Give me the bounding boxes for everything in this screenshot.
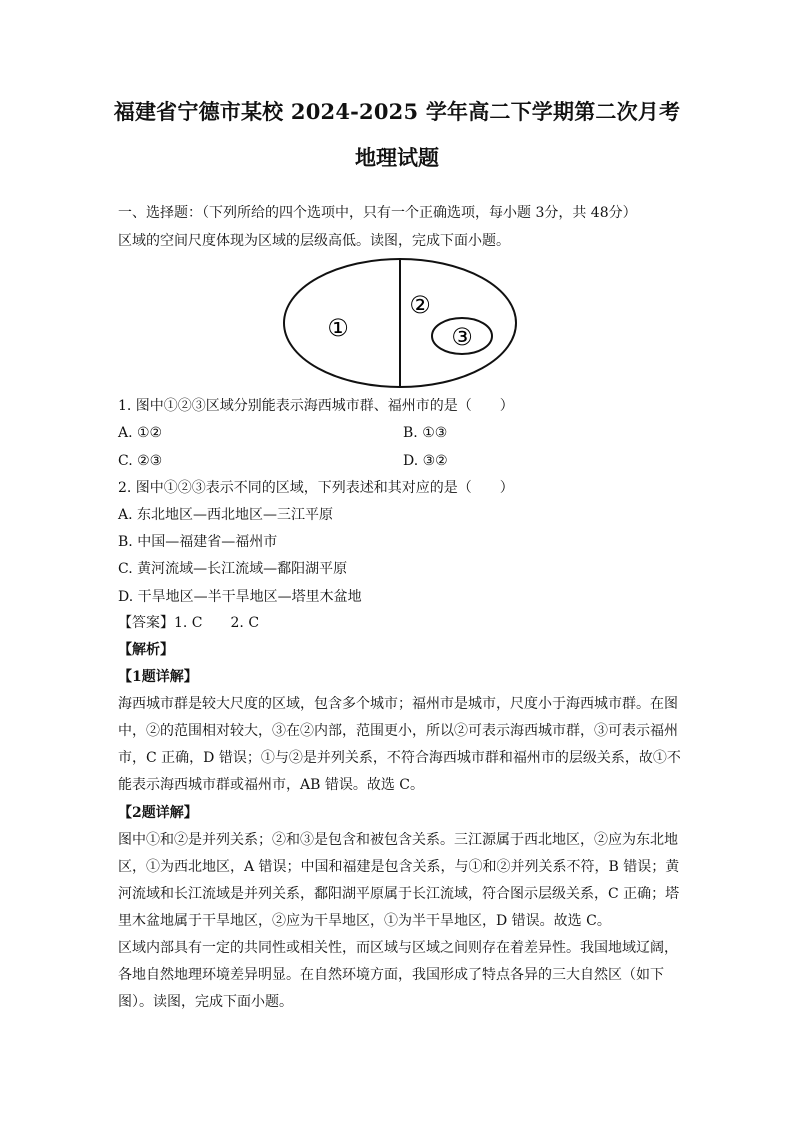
- q2-detail-line: 图中①和②是并列关系；②和③是包含和被包含关系。三江源属于西北地区，②应为东北地: [118, 832, 678, 848]
- question-1-stem: 1. 图中①②③区域分别能表示海西城市群、福州市的是（ ）: [118, 398, 514, 414]
- q1-detail-line: 能表示海西城市群或福州市，AB 错误。故选 C。: [118, 777, 425, 793]
- question-1-option-b: B. ①③: [403, 425, 448, 441]
- next-intro-line: 各地自然地理环境差异明显。在自然环境方面，我国形成了特点各异的三大自然区（如下: [118, 967, 664, 983]
- next-intro-line: 图）。读图，完成下面小题。: [118, 994, 293, 1010]
- exam-title: 福建省宁德市某校 2024-2025 学年高二下学期第二次月考: [113, 99, 681, 124]
- q1-detail-line: 海西城市群是较大尺度的区域，包含多个城市；福州市是城市，尺度小于海西城市群。在图: [118, 696, 678, 712]
- question-1-option-a: A. ①②: [118, 425, 163, 441]
- question-1-option-c: C. ②③: [118, 453, 163, 469]
- q2-detail-heading: 【2题详解】: [118, 805, 198, 821]
- question-2-option-c: C. 黄河流域—长江流域—鄱阳湖平原: [118, 561, 348, 577]
- q1-detail-heading: 【1题详解】: [118, 669, 198, 685]
- q2-detail-line: 里木盆地属于干旱地区，②应为干旱地区，①为半干旱地区，D 错误。故选 C。: [118, 913, 611, 929]
- region-3-label: ③: [451, 323, 473, 351]
- exam-subject-title: 地理试题: [355, 145, 439, 170]
- q1-detail-line: 市，C 正确，D 错误；①与②是并列关系，不符合海西城市群和福州市的层级关系，故①不: [118, 750, 681, 766]
- answer-line: 【答案】1. C 2. C: [118, 615, 260, 631]
- question-1-option-d: D. ③②: [403, 453, 448, 469]
- q1-detail-line: 中，②的范围相对较大，③在②内部，范围更小，所以②可表示海西城市群，③可表示福州: [118, 723, 678, 739]
- region-2-label: ②: [409, 291, 431, 319]
- question-2-option-b: B. 中国—福建省—福州市: [118, 534, 278, 550]
- analysis-label: 【解析】: [118, 642, 174, 658]
- section-intro: 区域的空间尺度体现为区域的层级高低。读图，完成下面小题。: [118, 233, 510, 249]
- question-2-option-d: D. 干旱地区—半干旱地区—塔里木盆地: [118, 589, 362, 605]
- next-intro-line: 区域内部具有一定的共同性或相关性，而区域与区域之间则存在着差异性。我国地域辽阔，: [118, 940, 678, 956]
- region-hierarchy-diagram: [282, 256, 518, 390]
- section-heading: 一、选择题：（下列所给的四个选项中，只有一个正确选项，每小题 3分，共 48分）: [118, 205, 637, 221]
- q2-detail-line: 区，①为西北地区，A 错误；中国和福建是包含关系，与①和②并列关系不符，B 错误；黄: [118, 859, 680, 875]
- question-2-stem: 2. 图中①②③表示不同的区域，下列表述和其对应的是（ ）: [118, 480, 514, 496]
- q2-detail-line: 河流域和长江流域是并列关系，鄱阳湖平原属于长江流域，符合图示层级关系，C 正确；塔: [118, 886, 680, 902]
- region-1-label: ①: [327, 314, 349, 342]
- question-2-option-a: A. 东北地区—西北地区—三江平原: [118, 507, 334, 523]
